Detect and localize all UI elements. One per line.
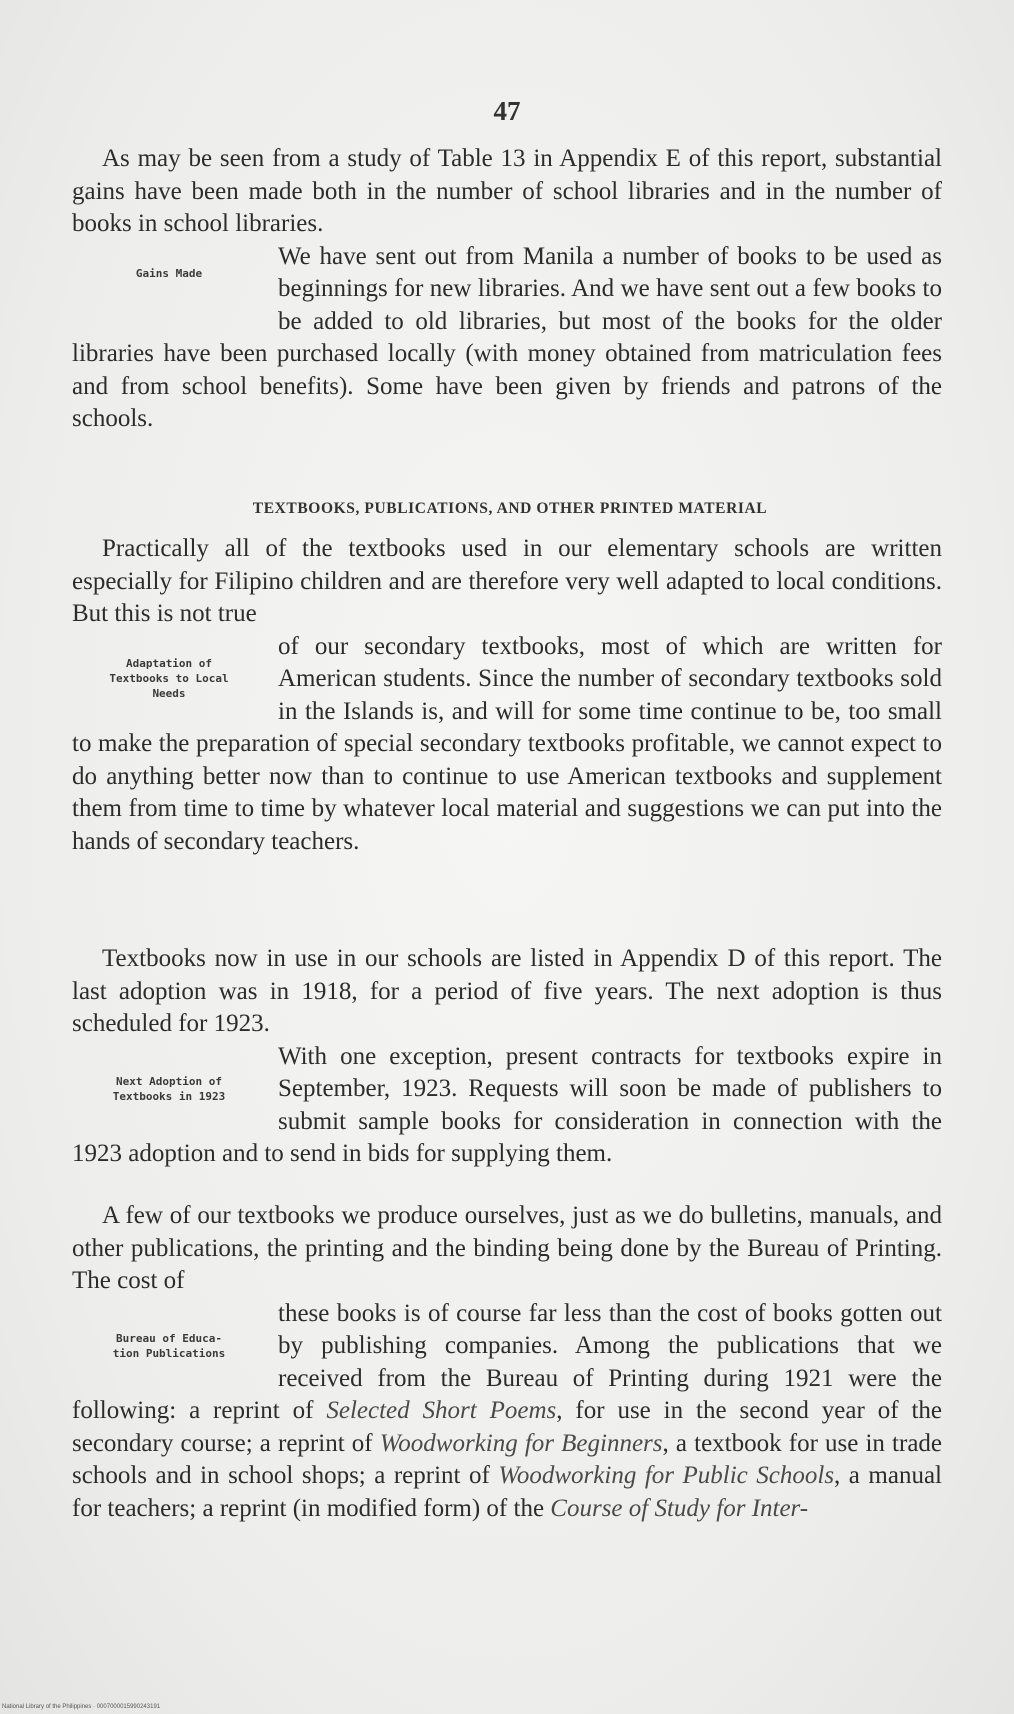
title-selected-short-poems: Selected Short Poems — [326, 1397, 557, 1424]
marginal-note-adaptation: Adaptation of Textbooks to Local Needs — [109, 657, 229, 700]
marginal-note-gains-made: Gains Made — [135, 267, 203, 280]
section-next-adoption — [72, 943, 942, 1171]
paragraph-adoption-intro: Textbooks now in use in our schools are listed in Appendix D of this report. The last adoption was in 1918, for a period of five years. The next adoption is thus scheduled for 1923. — [72, 945, 942, 1037]
title-woodworking-for-beginners: Woodworking for Beginners — [379, 1429, 663, 1457]
paragraph-adoption-body: Next Adoption of Textbooks in 1923 With one exception, present contracts for textbooks expire in September, 1923. Requests will soon be made of publishers to submit sample books for consideration in connection with the 1923 adoption and to send in bids for supplying them. — [72, 1042, 942, 1167]
section-heading-textbooks: TEXTBOOKS, PUBLICATIONS, AND OTHER PRINTED MATERIAL — [252, 500, 768, 517]
paragraph-libraries-intro: As may be seen from a study of Table 13 in Appendix E of this report, substantial gains have been made both in the number of school libraries and in the number of books in school libraries. — [72, 145, 942, 237]
archive-footer: National Library of the Philippines · 0007000015990243191 — [2, 1704, 161, 1710]
section-bureau-publications — [72, 1200, 942, 1525]
paragraph-adaptation-body: Adaptation of Textbooks to Local Needs of our secondary textbooks, most of which are written for American students. Since the number of secondary textbooks sold in the Islands is, and will for some time continue to be, too small to make the preparation of special secondary textbooks profitable, we cannot expect to do anything better now than to continue to use American textbooks and supplement them from time to time by whatever local material and suggestions we can put into the hands of secondary teachers. — [72, 632, 942, 855]
section-adaptation — [72, 533, 942, 858]
paragraph-publications-body: Bureau of Educa- tion Publications these books is of course far less than the cost of books gotten out by publishing companies. Among the publications that we received from the Bureau of Printing during 1921 were the following: a reprint of Selected Short Poems, for use in the second year of the secondary course; a reprint of Woodworking for Beginners, a textbook for use in trade schools and in school shops; a reprint of Woodworking for Public Schools, a manual for teachers; a reprint (in modified form) of the Course of Study for Inter- — [72, 1299, 943, 1522]
paragraph-publications-intro: A few of our textbooks we produce ourselves, just as we do bulletins, manuals, and other publications, the printing and the binding being done by the Bureau of Printing. The cost of — [72, 1202, 942, 1294]
paragraph-libraries-body: Gains Made We have sent out from Manila a number of books to be used as beginnings for new libraries. And we have sent out a few books to be added to old libraries, but most of the books for the older libraries have been purchased locally (with money obtained from matriculation fees and from school benefits). Some have been given by friends and patrons of the schools. — [72, 242, 942, 432]
section-libraries — [72, 143, 942, 436]
title-woodworking-for-public-schools: Woodworking for Public Schools — [498, 1462, 835, 1489]
marginal-note-bureau-publications: Bureau of Educa- tion Publications — [112, 1331, 226, 1360]
paragraph-adaptation-intro: Practically all of the textbooks used in our elementary schools are written especially for Filipino children and are therefore very well adapted to local conditions. But this is not true — [72, 535, 942, 627]
marginal-note-next-adoption: Next Adoption of Textbooks in 1923 — [112, 1074, 226, 1103]
title-course-of-study: Course of Study for Inter- — [550, 1494, 809, 1522]
page-number: 47 — [493, 96, 521, 126]
